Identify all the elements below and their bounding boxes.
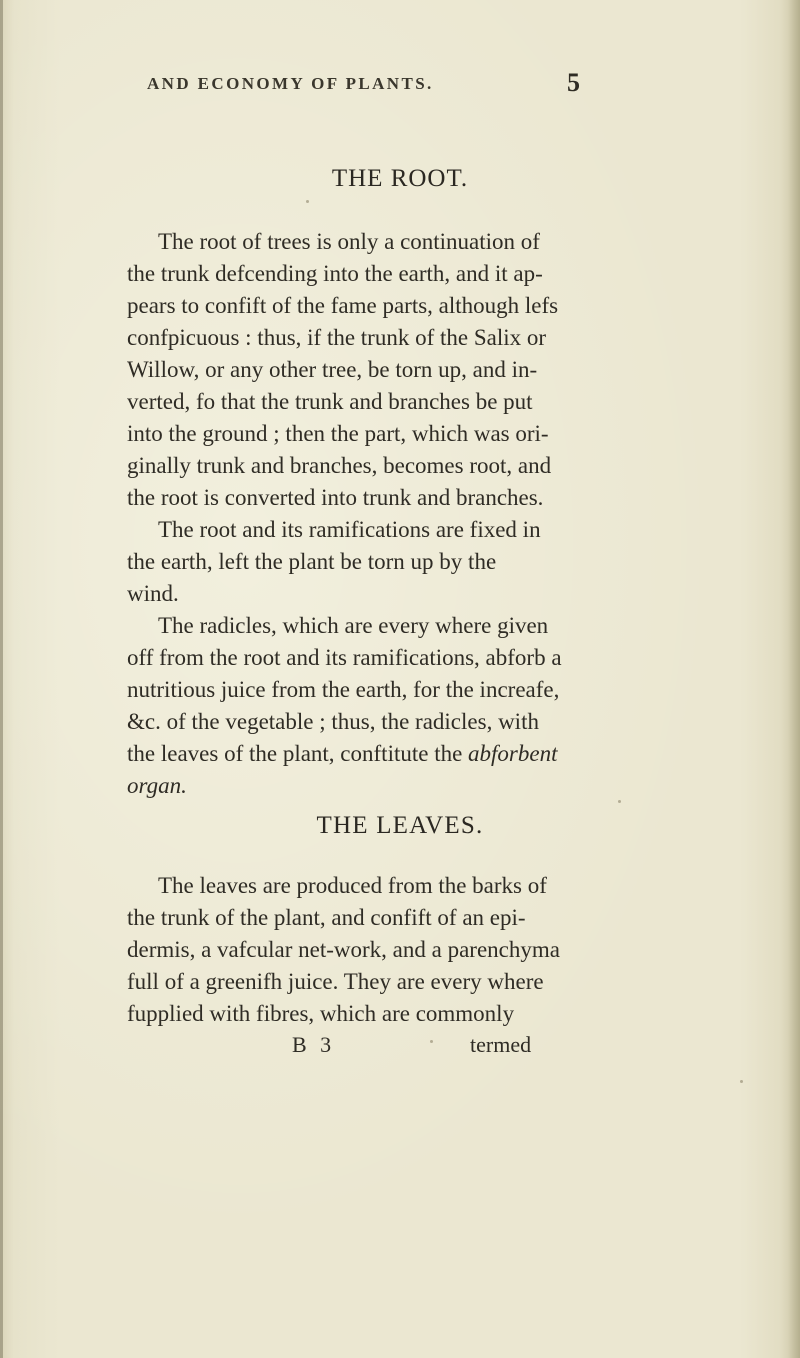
emphasis-text: abforbent	[468, 741, 558, 766]
text-line: &c. of the vegetable ; thus, the radicles, with	[127, 709, 539, 734]
text-line: the earth, left the plant be torn up by the	[127, 549, 497, 574]
text-line: The root of trees is only a continuation of	[158, 229, 540, 254]
text-line: Willow, or any other tree, be torn up, and in-	[127, 357, 538, 382]
text-line: the root is converted into trunk and branches.	[127, 485, 544, 510]
text-line: nutritious juice from the earth, for the increafe,	[127, 677, 560, 702]
text-line: pears to confift of the fame parts, although lefs	[127, 293, 559, 318]
text-line: the trunk of the plant, and confift of an epi-	[127, 905, 526, 930]
page-gutter-edge	[0, 0, 3, 1358]
text-line: ginally trunk and branches, becomes root, and	[127, 453, 552, 478]
section-heading-leaves: THE LEAVES.	[316, 812, 484, 839]
running-head	[147, 68, 607, 104]
catchword: termed	[470, 1032, 532, 1057]
text-line: The leaves are produced from the barks of	[158, 873, 547, 898]
paper-speck	[740, 1080, 743, 1083]
text-line: into the ground ; then the part, which was ori-	[127, 421, 549, 446]
text-line-with-emphasis	[127, 740, 558, 768]
paper-speck	[618, 800, 621, 803]
paper-speck	[306, 200, 309, 203]
section-heading-root: THE ROOT.	[331, 165, 469, 192]
emphasis-text-line: organ.	[127, 773, 187, 798]
page-number: 5	[567, 68, 580, 97]
paper-speck	[430, 1040, 433, 1043]
running-title: AND ECONOMY OF PLANTS.	[147, 74, 434, 93]
text-line: The radicles, which are every where given	[158, 613, 549, 638]
text-line: verted, fo that the trunk and branches be put	[127, 389, 533, 414]
text-line: full of a greenifh juice. They are every where	[127, 969, 544, 994]
text-line: the trunk defcending into the earth, and it ap-	[127, 261, 543, 286]
signature-mark: B 3	[292, 1032, 336, 1057]
text-line: The root and its ramifications are fixed in	[158, 517, 541, 542]
text-line: fupplied with fibres, which are commonly	[127, 1001, 515, 1026]
text-line: dermis, a vafcular net-work, and a parenchyma	[127, 937, 560, 962]
text-run: the leaves of the plant, conftitute the	[127, 741, 469, 766]
text-line: confpicuous : thus, if the trunk of the Salix or	[127, 325, 547, 350]
text-line: off from the root and its ramifications, abforb a	[127, 645, 562, 670]
text-line: wind.	[127, 581, 179, 606]
page-fore-edge	[788, 0, 800, 1358]
